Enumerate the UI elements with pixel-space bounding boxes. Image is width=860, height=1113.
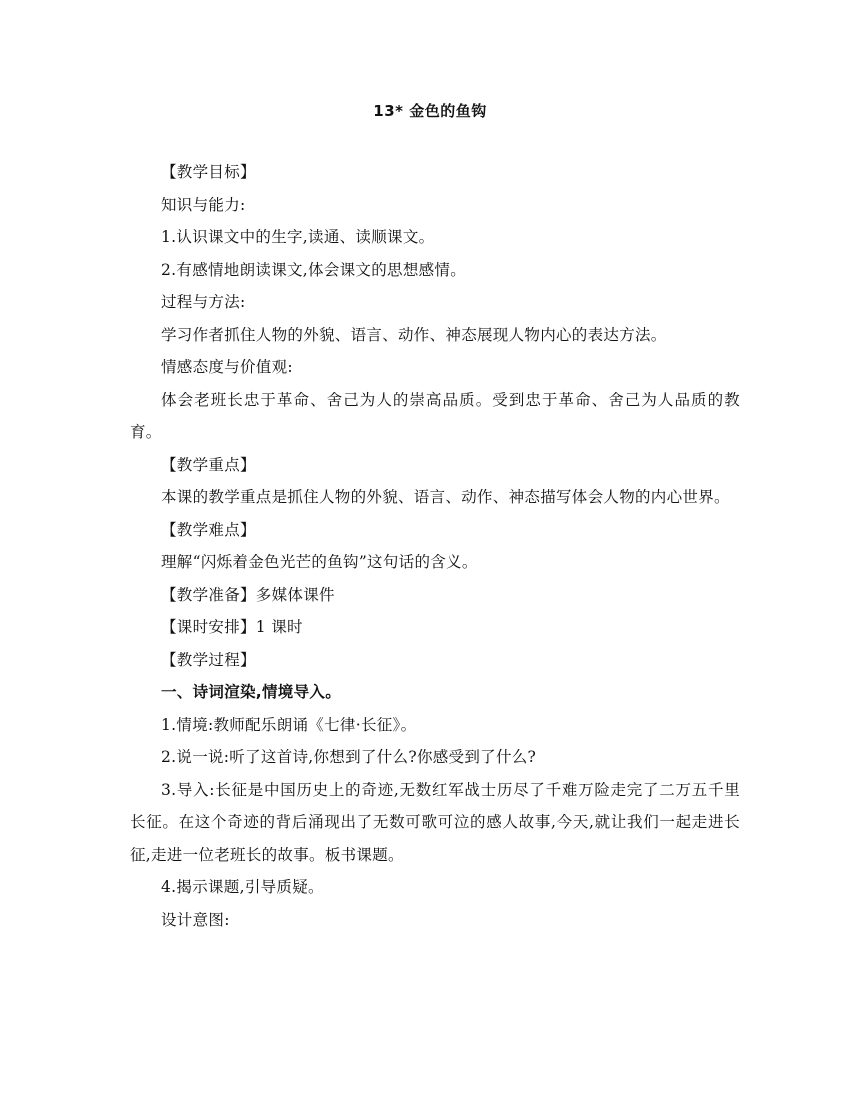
paragraph: 3.导入:长征是中国历史上的奇迹,无数红军战士历尽了千难万险走完了二万五千里长征。在这个奇迹的背后涌现出了无数可歌可泣的感人故事,今天,就让我们一起走进长征,走进一位老班长的故事。板书课题。 <box>130 780 740 864</box>
paragraph: 2.有感情地朗读课文,体会课文的思想感情。 <box>161 260 467 279</box>
paragraph: 理解“闪烁着金色光芒的鱼钩”这句话的含义。 <box>161 553 478 571</box>
paragraph: 体会老班长忠于革命、舍己为人的崇高品质。受到忠于革命、舍己为人品质的教育。 <box>130 390 740 441</box>
heading-schedule: 【课时安排】1 课时 <box>161 618 303 636</box>
heading-teaching-process: 【教学过程】 <box>161 650 256 669</box>
heading-teaching-goals: 【教学目标】 <box>161 163 256 181</box>
paragraph: 设计意图: <box>161 910 230 929</box>
paragraph: 4.揭示课题,引导质疑。 <box>161 878 324 896</box>
paragraph: 2.说一说:听了这首诗,你想到了什么?你感受到了什么? <box>161 748 537 766</box>
heading-difficulties: 【教学难点】 <box>161 520 256 539</box>
heading-preparation: 【教学准备】多媒体课件 <box>161 585 335 604</box>
subheading-knowledge: 知识与能力: <box>161 195 246 214</box>
document-title: 13* 金色的鱼钩 <box>373 102 487 120</box>
subheading-attitude: 情感态度与价值观: <box>161 358 293 376</box>
paragraph: 1.认识课文中的生字,读通、读顺课文。 <box>161 228 435 246</box>
section-heading: 一、诗词渲染,情境导入。 <box>161 683 341 701</box>
subheading-process: 过程与方法: <box>161 293 246 311</box>
paragraph: 学习作者抓住人物的外貌、语言、动作、神态展现人物内心的表达方法。 <box>161 325 667 344</box>
document-body <box>130 156 740 936</box>
heading-key-points: 【教学重点】 <box>161 455 256 474</box>
paragraph: 1.情境:教师配乐朗诵《七律·长征》。 <box>161 715 417 734</box>
paragraph: 本课的教学重点是抓住人物的外貌、语言、动作、神态描写体会人物的内心世界。 <box>161 488 730 506</box>
